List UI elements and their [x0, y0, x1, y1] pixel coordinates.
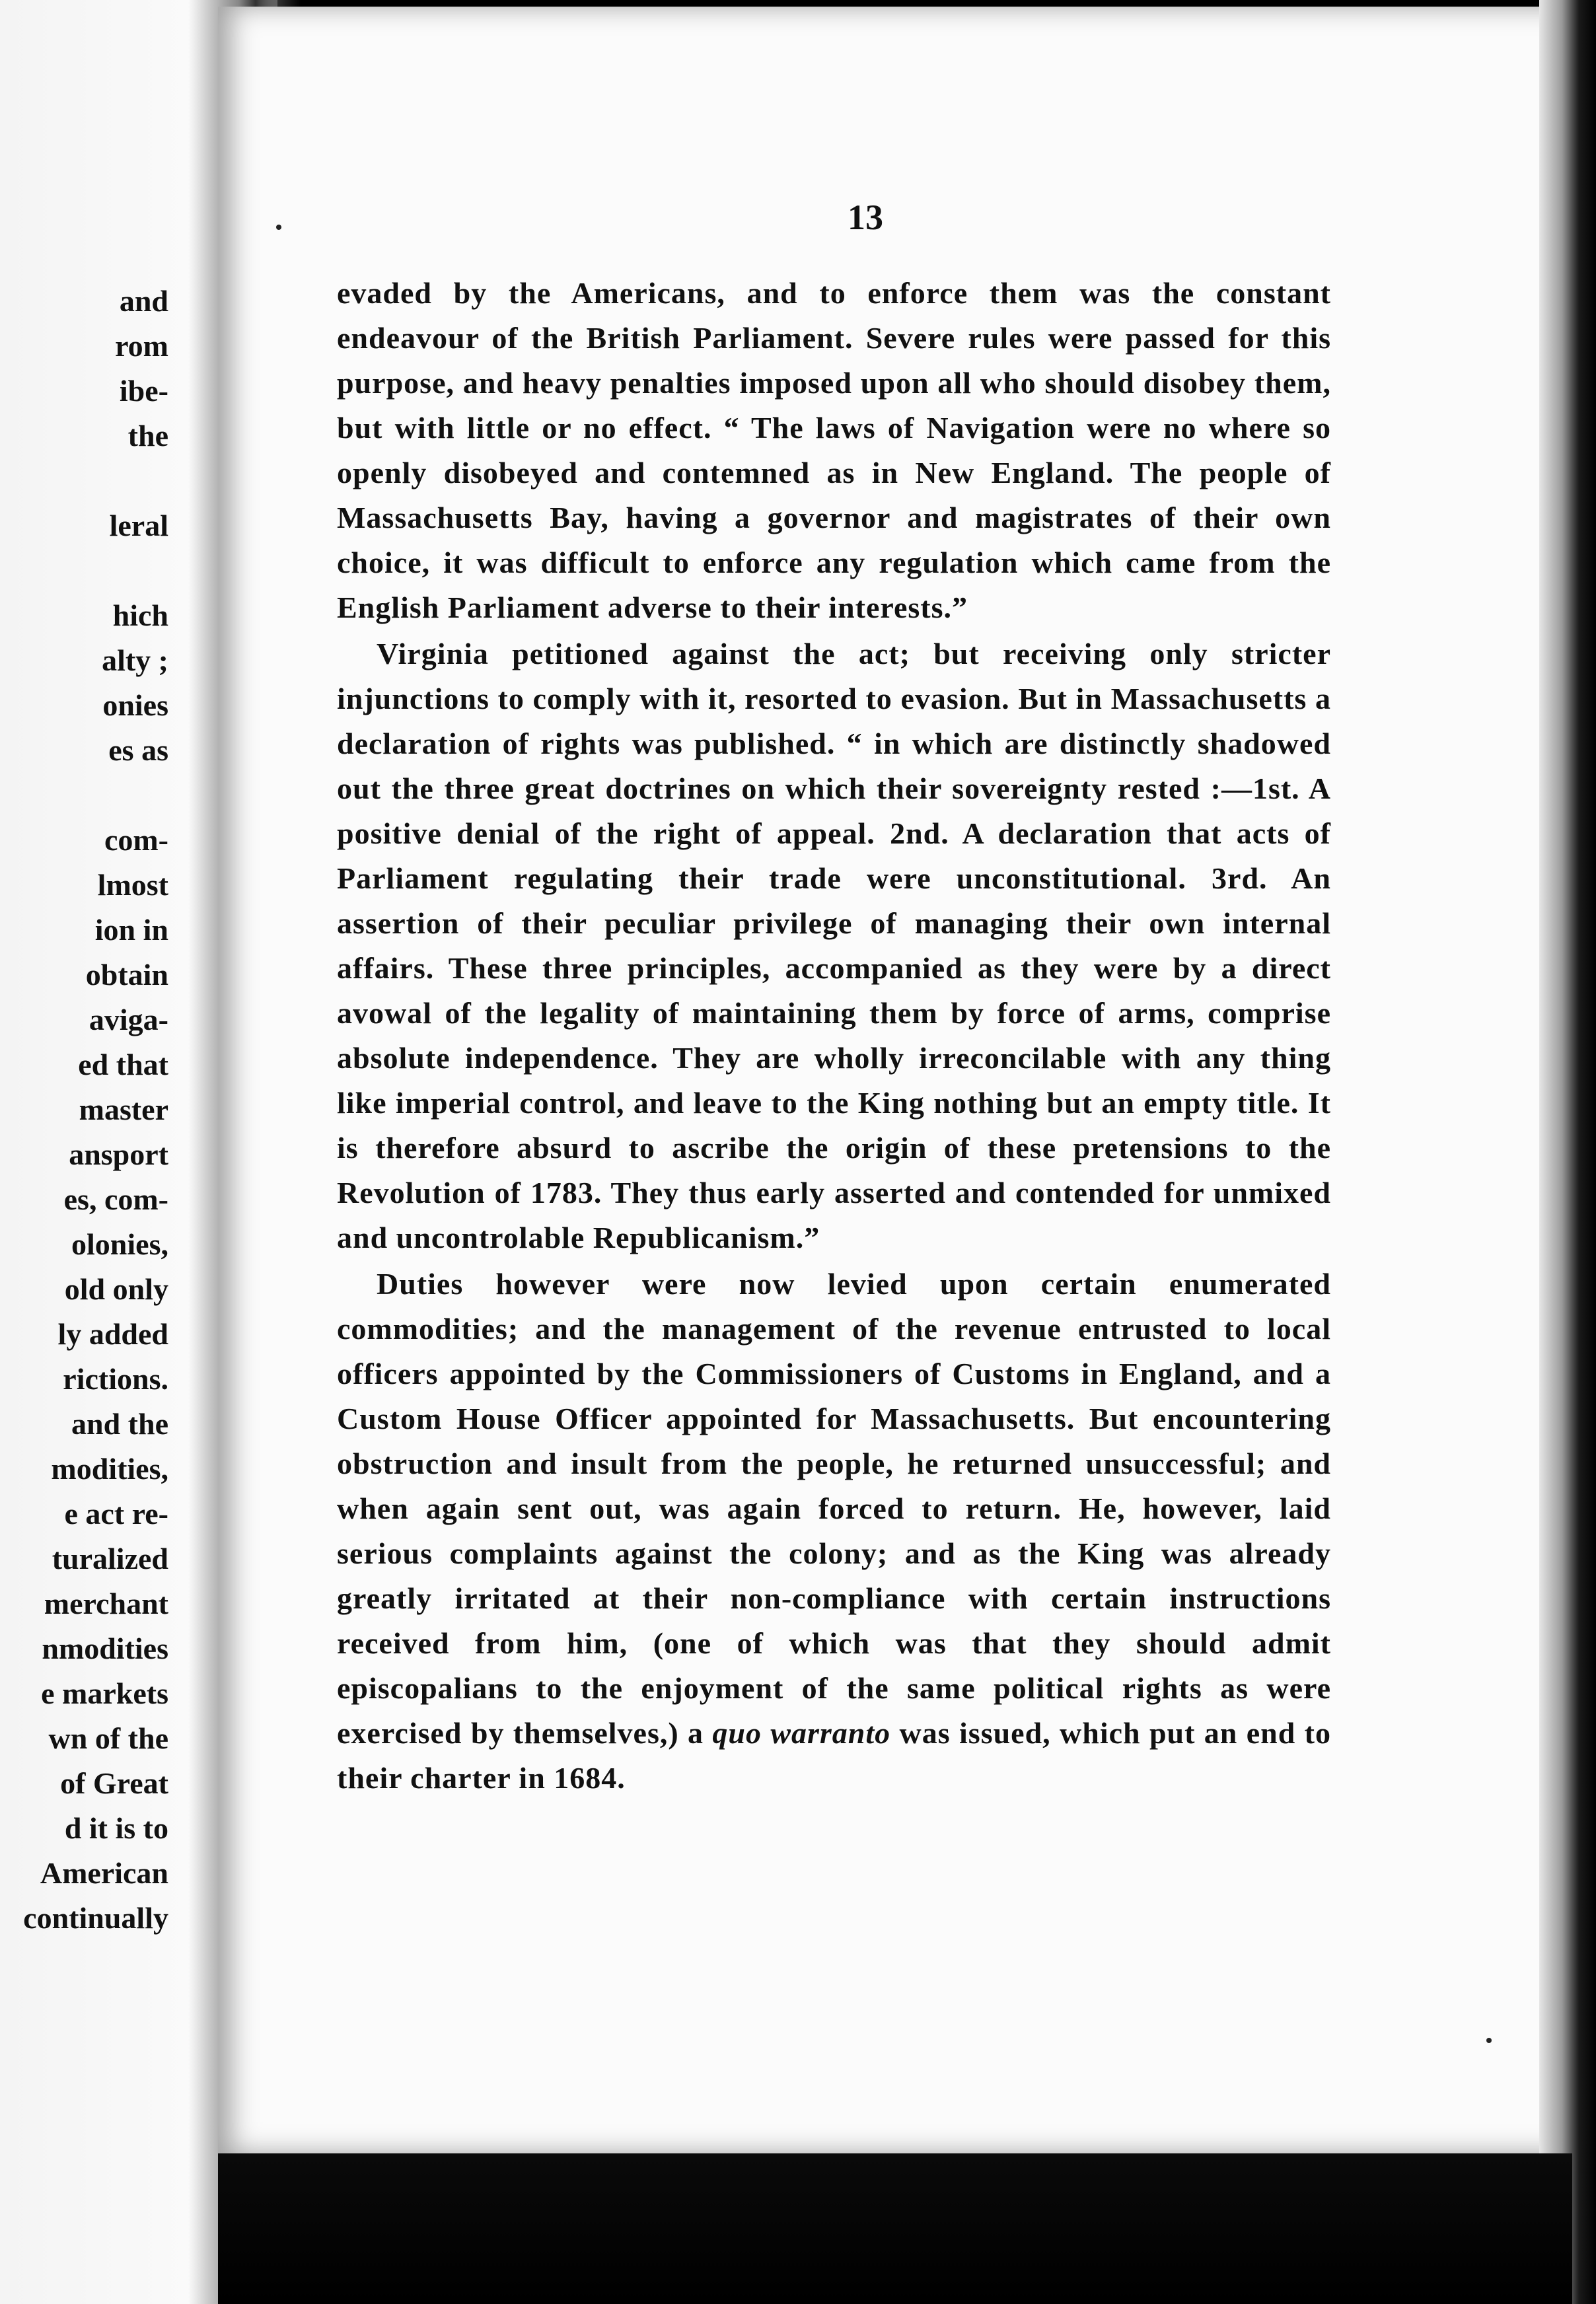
page-body — [337, 271, 1331, 1801]
previous-page-line: merchant — [44, 1587, 168, 1620]
previous-page-line: ion in — [94, 913, 168, 947]
paragraph-3-text-b: was issued, which put an end to their charter in 1684. — [337, 1716, 1331, 1795]
scan-speck — [1486, 2038, 1492, 2043]
paragraph-2-text: Virginia petitioned against the act; but receiving only stricter injunctions to comply with it, resorted to evasion. But in Massachusetts a declaration of rights was published. “ in which are distinctly shadowed out the three great doctrines on which their sovereignty rested :—1st. A positive denial of the right of appeal. 2nd. A declaration that acts of Parliament regulating their trade were unconstitutional. 3rd. An assertion of their peculiar privilege of managing their own internal affairs. These three principles, accompanied as they were by a direct avowal of the legality of maintaining them by force of arms, comprise absolute independence. They are wholly irreconcilable with any thing like imperial control, and leave to the King nothing but an empty title. It is therefore absurd to ascribe the origin of these pretensions to the Revolution of 1783. They thus early asserted and contended for unmixed and uncontrolable Republicanism.” — [337, 637, 1331, 1254]
previous-page-line: leral — [109, 509, 168, 542]
page-number: 13 — [848, 198, 883, 237]
previous-page-line: old only — [64, 1272, 168, 1306]
previous-page-line: aviga- — [89, 1003, 168, 1036]
previous-page-line: American — [40, 1856, 168, 1890]
previous-page-line: of Great — [60, 1766, 168, 1800]
previous-page-line: modities, — [51, 1452, 168, 1486]
previous-page-line — [0, 773, 168, 818]
previous-page-line: master — [79, 1093, 168, 1126]
paragraph-1 — [337, 271, 1331, 630]
previous-page-line: and the — [71, 1407, 168, 1441]
scan-background — [218, 2153, 1572, 2304]
previous-page-line: com- — [104, 823, 168, 857]
latin-term: quo warranto — [712, 1716, 891, 1750]
previous-page-line — [0, 548, 168, 593]
previous-page-line: ed that — [78, 1048, 168, 1081]
page-edge — [1539, 0, 1596, 2304]
previous-page-line: the — [127, 419, 168, 452]
previous-page-text — [0, 279, 168, 1941]
previous-page-line: turalized — [52, 1542, 168, 1575]
previous-page-line: e act re- — [64, 1497, 168, 1530]
scan-speck — [276, 225, 281, 230]
previous-page-line: es as — [108, 733, 168, 767]
previous-page-line: onies — [102, 688, 168, 722]
previous-page-line: wn of the — [48, 1721, 168, 1755]
previous-page-line: ly added — [57, 1317, 168, 1351]
paragraph-1-text: evaded by the Americans, and to enforce them was the constant endeavour of the British Parliament. Severe rules were passed for this purpose, and heavy penalties imposed upon all who should disobey them, but with little or no effect. “ The laws of Navigation were no where so openly disobeyed and contemned as in New England. The people of Massachusetts Bay, having a governor and magistrates of their own choice, it was difficult to enforce any regulation which came from the English Parliament adverse to their interests.” — [337, 276, 1331, 624]
previous-page-line: rom — [115, 329, 168, 363]
previous-page-line: continually — [23, 1901, 168, 1935]
previous-page-line: hich — [112, 598, 168, 632]
previous-page-line: ibe- — [119, 374, 168, 408]
previous-page-line: e markets — [41, 1676, 168, 1710]
previous-page-line: alty ; — [102, 643, 168, 677]
previous-page-line: olonies, — [71, 1227, 168, 1261]
previous-page-line: d it is to — [64, 1811, 168, 1845]
previous-page-line: obtain — [85, 958, 168, 991]
previous-page-line: nmodities — [42, 1632, 168, 1665]
previous-page-line: ansport — [69, 1137, 168, 1171]
paragraph-3 — [337, 1262, 1331, 1801]
paragraph-2 — [337, 631, 1331, 1260]
previous-page-line: es, com- — [63, 1182, 168, 1216]
previous-page-line — [0, 458, 168, 503]
previous-page-line: and — [119, 284, 168, 318]
paragraph-3-text-a: Duties however were now levied upon certain enumerated commodities; and the management of the revenue entrusted to local officers appointed by the Commissioners of Customs in England, and a Custom House Officer appointed for Massachusetts. But encountering obstruction and insult from the people, he returned unsuccessful; and when again sent out, was again forced to return. He, however, laid serious complaints against the colony; and as the King was already greatly irritated at their non-compliance with certain instructions received from him, (one of which was that they should admit episcopalians to the enjoyment of the same political rights as were exercised by themselves,) a — [337, 1267, 1331, 1750]
previous-page-line: rictions. — [63, 1362, 168, 1396]
previous-page-line: lmost — [97, 868, 168, 902]
